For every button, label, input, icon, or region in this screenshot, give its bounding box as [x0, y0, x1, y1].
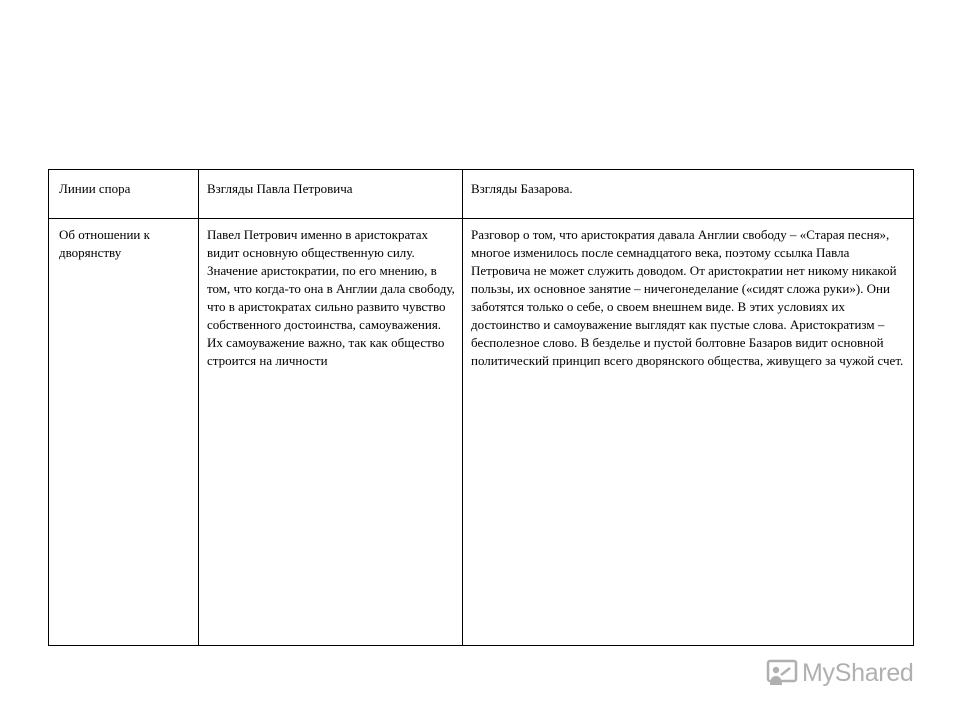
row-topic-cell: Об отношении к дворянству — [59, 227, 150, 260]
column-divider — [198, 218, 199, 645]
watermark-text: MyShared — [802, 658, 914, 687]
header-cell-pavel-views: Взгляды Павла Петровича — [207, 181, 353, 196]
comparison-table — [48, 169, 914, 646]
table-header-row — [49, 170, 913, 219]
header-cell-dispute-lines: Линии спора — [59, 181, 131, 196]
column-divider — [198, 170, 199, 218]
header-cell-bazarov-views: Взгляды Базарова. — [471, 181, 573, 196]
classroom-icon — [766, 657, 798, 689]
table-row — [49, 218, 913, 645]
column-divider — [462, 170, 463, 218]
bazarov-views-cell: Разговор о том, что аристократия давала Англии свободу – «Старая песня», многое изменилось после семнадцатого века, поэтому ссылка Павла Петровича не может служить доводом. От аристократии нет никому никакой пользы, их основное занятие – ничегонеделание («сидят сложа руки»). Они заботятся только о себе, о своем внешнем виде. В этих условиях их достоинство и самоуважение выглядят как пустые слова. Аристократизм – бесполезное слово. В безделье и пустой болтовне Базаров видит основной политический принцип всего дворянского общества, живущего за чужой счет. — [471, 227, 904, 368]
pavel-views-cell: Павел Петрович именно в аристократах видит основную общественную силу. Значение аристократии, по его мнению, в том, что когда-то она в Англии дала свободу, что в аристократах сильно развито чувство собственного достоинства, самоуважения. Их самоуважение важно, так как общество строится на личности — [207, 227, 455, 368]
column-divider — [462, 218, 463, 645]
myshared-watermark — [766, 656, 914, 690]
